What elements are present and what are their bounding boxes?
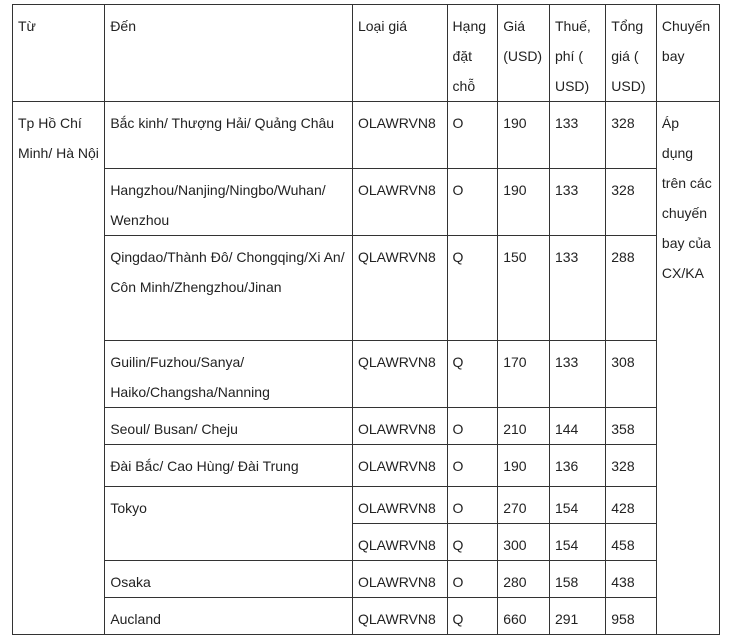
tax-cell: 144 — [549, 408, 605, 445]
destination-cell: Hangzhou/Nanjing/Ningbo/Wuhan/ Wenzhou — [105, 169, 353, 236]
total-cell: 428 — [606, 487, 657, 524]
table-row — [13, 561, 720, 598]
destination-cell: Seoul/ Busan/ Cheju — [105, 408, 353, 445]
price-cell: 190 — [498, 445, 550, 487]
table-row — [13, 169, 720, 236]
tax-cell: 136 — [549, 445, 605, 487]
fare-basis-cell: OLAWRVN8 — [352, 408, 447, 445]
booking-class-cell: O — [447, 169, 498, 236]
price-cell: 660 — [498, 598, 550, 635]
booking-class-cell: Q — [447, 341, 498, 408]
total-cell: 458 — [606, 524, 657, 561]
fare-basis-cell: QLAWRVN8 — [352, 341, 447, 408]
total-cell: 328 — [606, 102, 657, 169]
booking-class-cell: O — [447, 445, 498, 487]
booking-class-cell: O — [447, 102, 498, 169]
fare-basis-cell: OLAWRVN8 — [352, 445, 447, 487]
fare-basis-cell: OLAWRVN8 — [352, 561, 447, 598]
price-cell: 190 — [498, 102, 550, 169]
total-cell: 328 — [606, 169, 657, 236]
fare-basis-cell: OLAWRVN8 — [352, 169, 447, 236]
total-cell: 308 — [606, 341, 657, 408]
total-cell: 358 — [606, 408, 657, 445]
header-flight: Chuyến bay — [656, 5, 719, 102]
header-to: Đến — [105, 5, 353, 102]
fare-basis-cell: OLAWRVN8 — [352, 102, 447, 169]
table-row — [13, 236, 720, 341]
header-tax: Thuế, phí ( USD) — [549, 5, 605, 102]
destination-cell: Osaka — [105, 561, 353, 598]
tax-cell: 158 — [549, 561, 605, 598]
tax-cell: 291 — [549, 598, 605, 635]
header-fare-basis: Loại giá — [352, 5, 447, 102]
header-total: Tổng giá ( USD) — [606, 5, 657, 102]
price-cell: 170 — [498, 341, 550, 408]
destination-cell: Aucland — [105, 598, 353, 635]
tax-cell: 154 — [549, 524, 605, 561]
price-cell: 190 — [498, 169, 550, 236]
tax-cell: 133 — [549, 169, 605, 236]
header-from: Từ — [13, 5, 105, 102]
header-booking-class: Hạng đặt chỗ — [447, 5, 498, 102]
booking-class-cell: Q — [447, 524, 498, 561]
total-cell: 958 — [606, 598, 657, 635]
price-cell: 270 — [498, 487, 550, 524]
booking-class-cell: O — [447, 561, 498, 598]
table-row — [13, 487, 720, 524]
tax-cell: 154 — [549, 487, 605, 524]
fare-basis-cell: QLAWRVN8 — [352, 524, 447, 561]
fare-basis-cell: QLAWRVN8 — [352, 236, 447, 341]
tax-cell: 133 — [549, 341, 605, 408]
total-cell: 438 — [606, 561, 657, 598]
table-row — [13, 408, 720, 445]
booking-class-cell: Q — [447, 598, 498, 635]
total-cell: 328 — [606, 445, 657, 487]
tax-cell: 133 — [549, 102, 605, 169]
header-price: Giá (USD) — [498, 5, 550, 102]
total-cell: 288 — [606, 236, 657, 341]
fare-basis-cell: OLAWRVN8 — [352, 487, 447, 524]
table-row — [13, 341, 720, 408]
destination-cell: Bắc kinh/ Thượng Hải/ Quảng Châu — [105, 102, 353, 169]
booking-class-cell: O — [447, 487, 498, 524]
table-row — [13, 102, 720, 169]
price-cell: 150 — [498, 236, 550, 341]
table-row — [13, 598, 720, 635]
fare-table — [12, 4, 720, 635]
table-row — [13, 445, 720, 487]
fare-basis-cell: QLAWRVN8 — [352, 598, 447, 635]
booking-class-cell: Q — [447, 236, 498, 341]
destination-cell: Qingdao/Thành Đô/ Chongqing/Xi An/ Côn Minh/Zhengzhou/Jinan — [105, 236, 353, 341]
flight-note-cell: Áp dụng trên các chuyến bay của CX/KA — [656, 102, 719, 635]
header-row — [13, 5, 720, 102]
tax-cell: 133 — [549, 236, 605, 341]
price-cell: 300 — [498, 524, 550, 561]
price-cell: 280 — [498, 561, 550, 598]
price-cell: 210 — [498, 408, 550, 445]
booking-class-cell: O — [447, 408, 498, 445]
destination-cell: Tokyo — [105, 487, 353, 561]
destination-cell: Đài Bắc/ Cao Hùng/ Đài Trung — [105, 445, 353, 487]
destination-cell: Guilin/Fuzhou/Sanya/ Haiko/Changsha/Nanning — [105, 341, 353, 408]
origin-cell: Tp Hồ Chí Minh/ Hà Nội — [13, 102, 105, 635]
